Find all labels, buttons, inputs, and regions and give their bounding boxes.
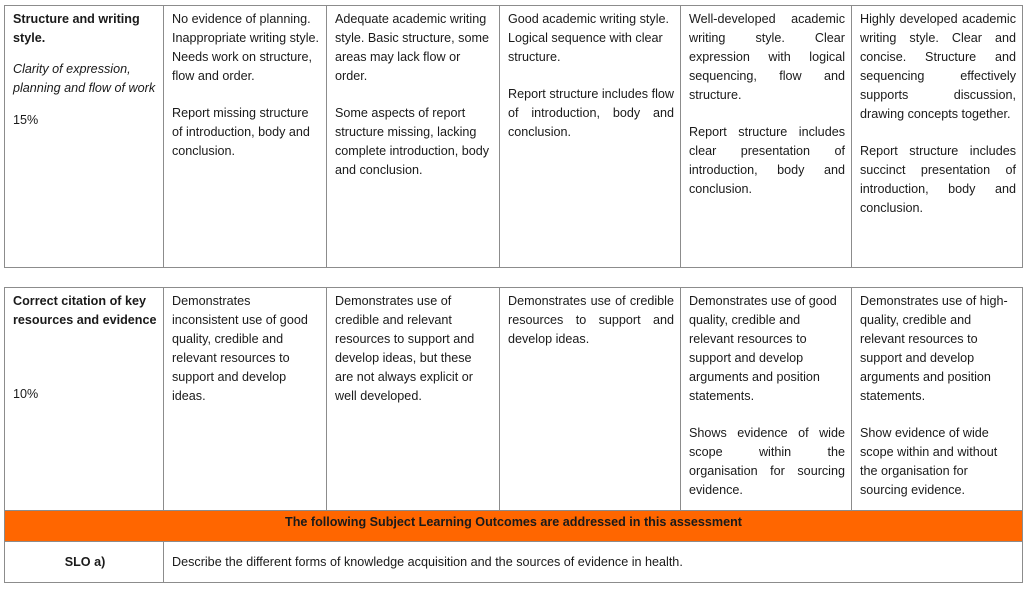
level-cell <box>327 288 500 511</box>
criterion-cell <box>5 288 164 511</box>
slo-description: Describe the different forms of knowledge acquisition and the sources of evidence in health. <box>164 542 1023 583</box>
level-text: Report missing structure of introduction, body and conclusion. <box>172 106 310 158</box>
criterion-weight: 10% <box>13 387 39 401</box>
level-cell <box>500 288 681 511</box>
rubric-row-structure <box>5 6 1023 268</box>
slo-row <box>5 542 1023 583</box>
level-text: Adequate academic writing style. Basic structure, some areas may lack flow or order. <box>335 12 489 83</box>
level-text: Demonstrates use of credible resources to support and develop ideas. <box>508 294 674 346</box>
level-text: No evidence of planning. Inappropriate writing style. Needs work on structure, flow and order. <box>172 12 319 83</box>
rubric-table-structure <box>4 5 1023 268</box>
level-cell <box>500 6 681 268</box>
level-text: Demonstrates inconsistent use of good quality, credible and relevant resources to support and develop ideas. <box>172 294 308 403</box>
level-text: Report structure includes flow of introduction, body and conclusion. <box>508 87 674 139</box>
criterion-title: Structure and writing style. <box>13 12 140 45</box>
level-cell <box>164 288 327 511</box>
rubric-row-citation <box>5 288 1023 511</box>
criterion-cell <box>5 6 164 268</box>
level-text: Report structure includes clear presentation of introduction, body and conclusion. <box>689 125 845 196</box>
level-text: Highly developed academic writing style. Clear and concise. Structure and sequencing effectively supports discussion, drawing concepts together. <box>860 12 1016 121</box>
criterion-title: Correct citation of key resources and evidence <box>13 294 157 327</box>
level-text: Shows evidence of wide scope within the organisation for sourcing evidence. <box>689 426 845 497</box>
level-text: Report structure includes succinct presentation of introduction, body and conclusion. <box>860 144 1016 215</box>
level-cell <box>681 288 852 511</box>
rubric-table-citation <box>4 287 1023 583</box>
level-cell <box>164 6 327 268</box>
level-text: Demonstrates use of credible and relevant resources to support and develop ideas, but these are not always explicit or well developed. <box>335 294 475 403</box>
level-cell <box>852 288 1023 511</box>
level-text: Good academic writing style. Logical sequence with clear structure. <box>508 12 669 64</box>
level-text: Demonstrates use of high-quality, credible and relevant resources to support and develop arguments and position statements. <box>860 294 1008 403</box>
criterion-description: Clarity of expression, planning and flow of work <box>13 62 156 95</box>
level-text: Well-developed academic writing style. Clear expression with logical sequencing, flow and structure. <box>689 12 845 102</box>
level-cell <box>681 6 852 268</box>
level-text: Demonstrates use of good quality, credible and relevant resources to support and develop arguments and position statements. <box>689 294 837 403</box>
slo-label: SLO a) <box>5 542 164 583</box>
level-cell <box>327 6 500 268</box>
criterion-weight: 15% <box>13 113 39 127</box>
level-text: Some aspects of report structure missing, lacking complete introduction, body and conclusion. <box>335 106 490 177</box>
slo-banner: The following Subject Learning Outcomes are addressed in this assessment <box>5 511 1023 542</box>
level-cell <box>852 6 1023 268</box>
level-text: Show evidence of wide scope within and without the organisation for sourcing evidence. <box>860 426 998 497</box>
slo-banner-row <box>5 511 1023 542</box>
